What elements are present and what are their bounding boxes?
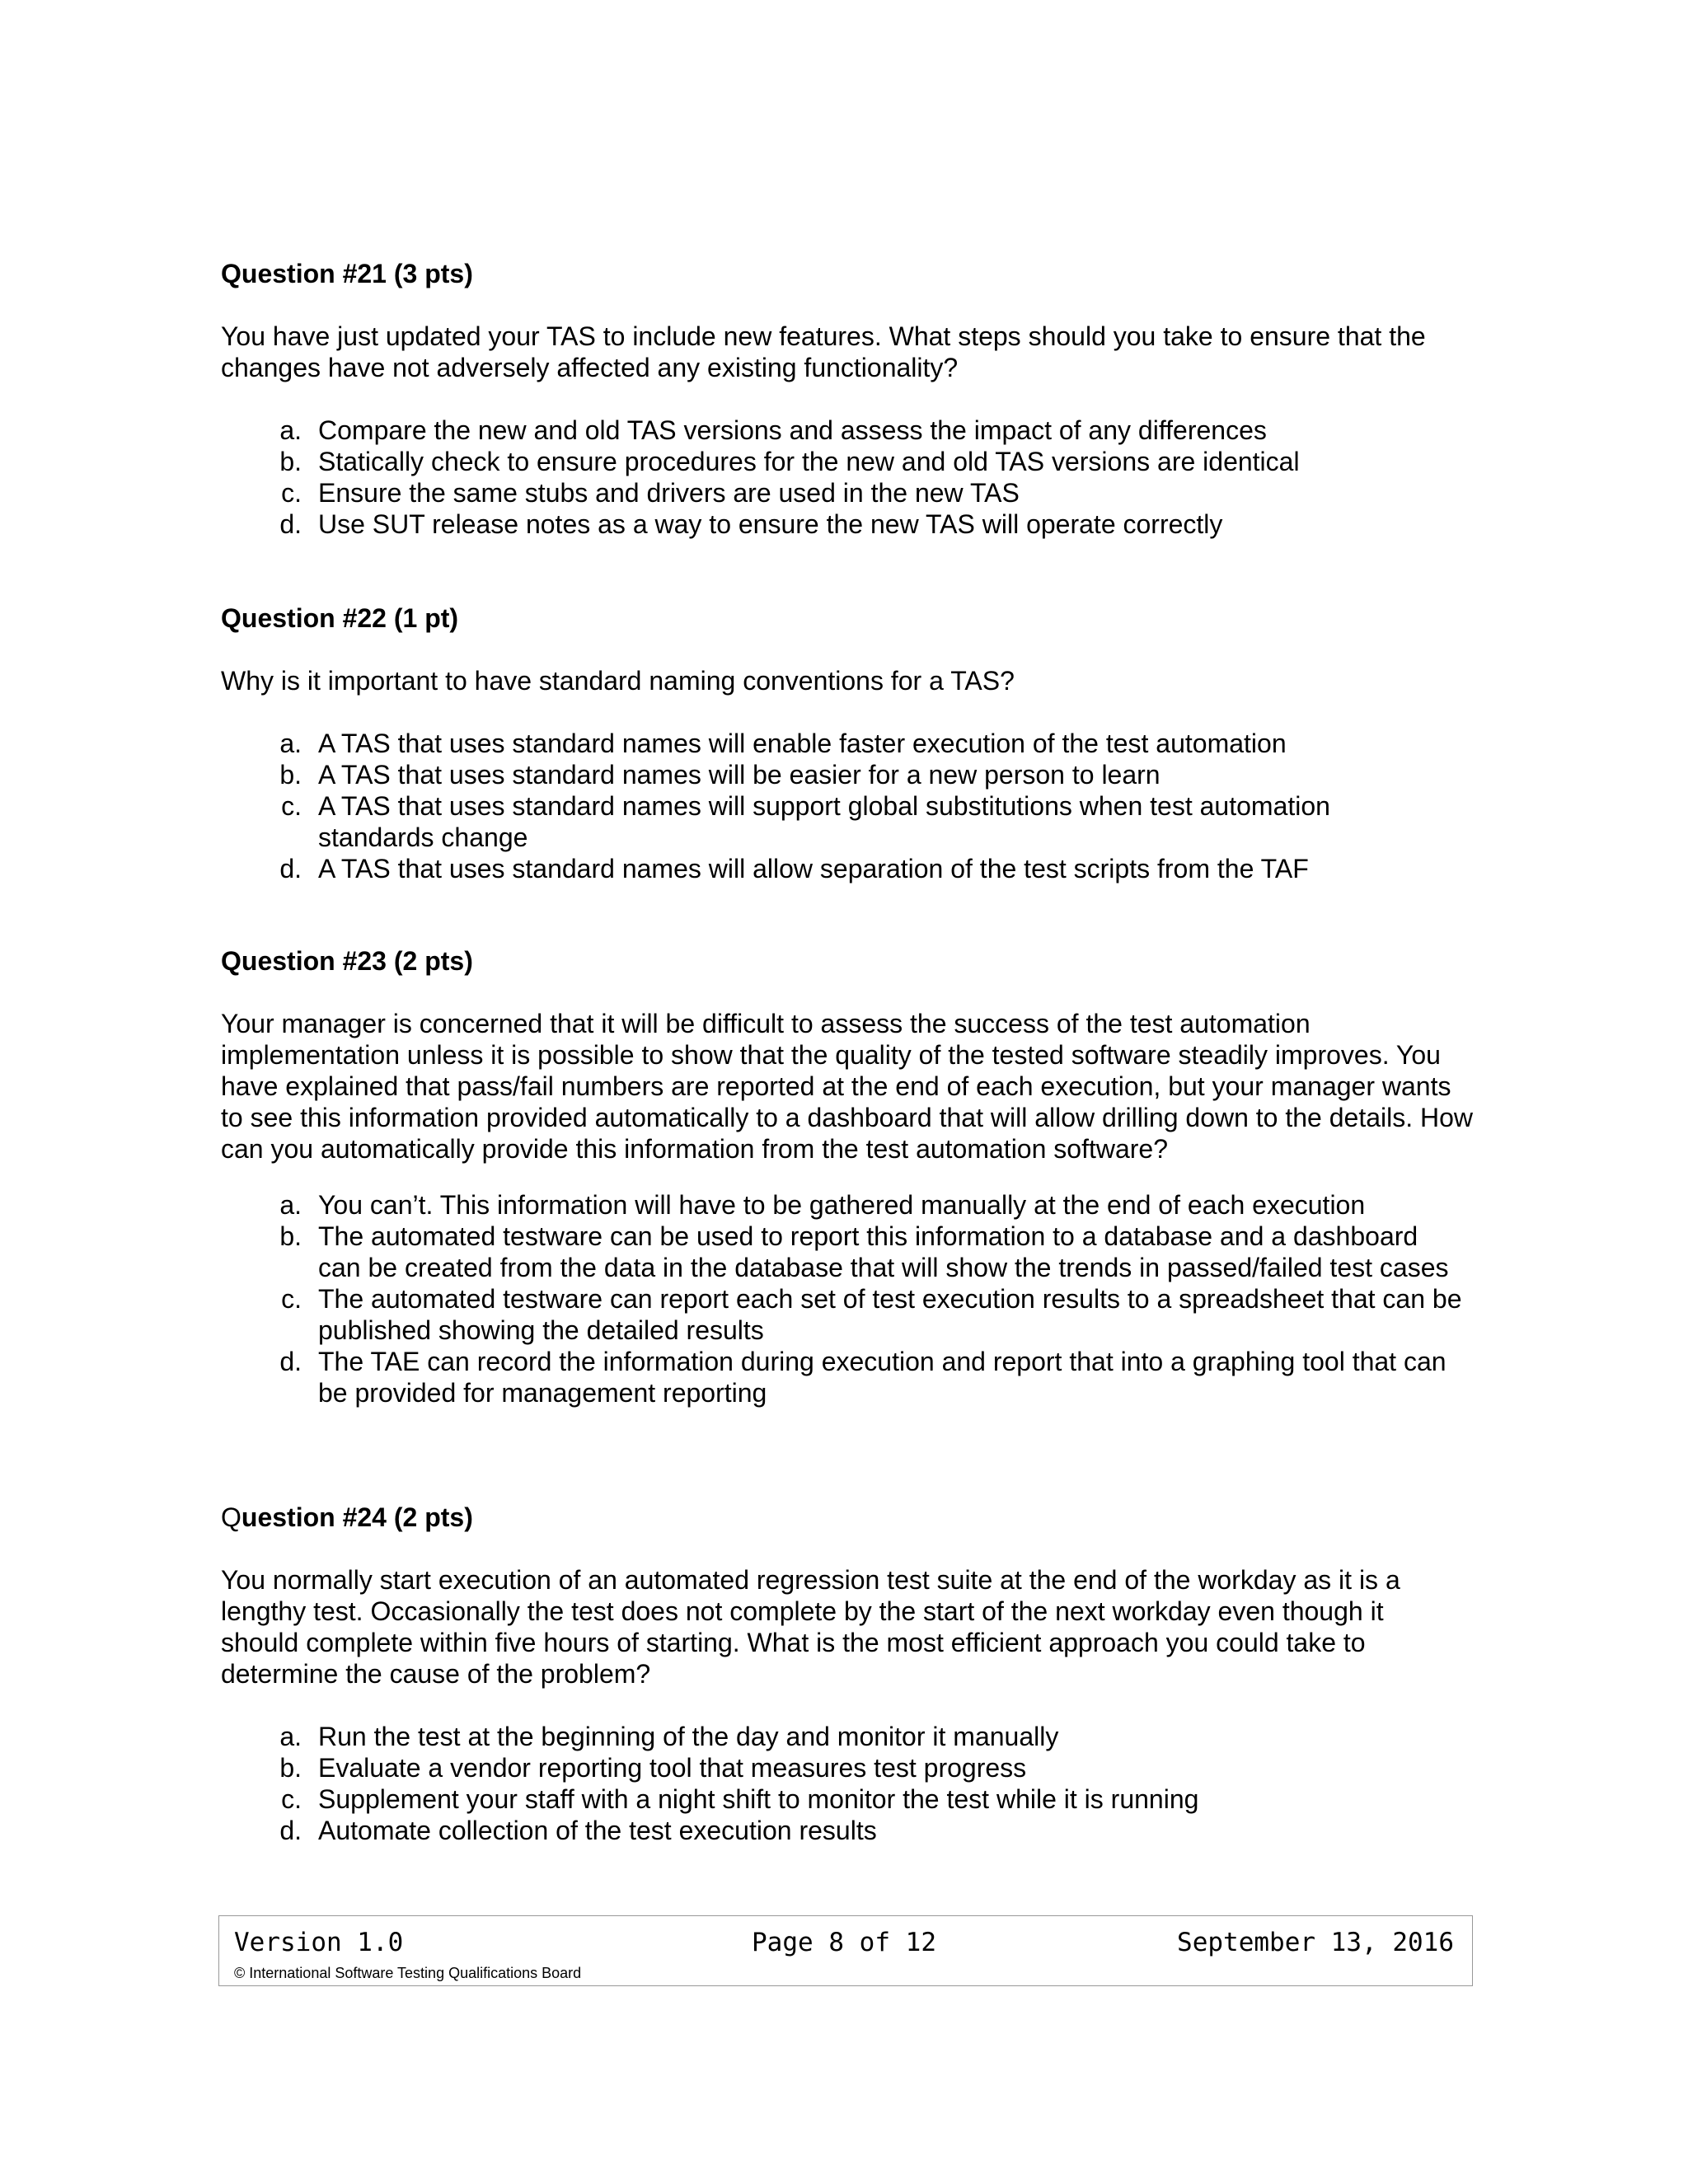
option-text: Use SUT release notes as a way to ensure the new TAS will operate correctly [318, 509, 1223, 539]
option-text: Supplement your staff with a night shift to monitor the test while it is running [318, 1784, 1199, 1814]
answer-option-d [221, 1346, 1474, 1408]
answer-option-a [221, 728, 1474, 759]
option-letter: c. [281, 791, 302, 821]
option-letter: d. [279, 509, 302, 539]
question-23 [221, 945, 1474, 1408]
question-title: Question #22 (1 pt) [221, 603, 459, 633]
option-text: Statically check to ensure procedures for the new and old TAS versions are identical [318, 447, 1300, 476]
answer-option-a [221, 1189, 1474, 1221]
option-letter: a. [279, 415, 302, 445]
option-letter: d. [279, 1347, 302, 1376]
answer-options [221, 415, 1474, 540]
option-letter: c. [281, 1284, 302, 1314]
option-text: A TAS that uses standard names will be easier for a new person to learn [318, 760, 1160, 790]
option-letter: a. [279, 1722, 302, 1751]
option-letter: d. [279, 854, 302, 883]
option-letter: c. [281, 1784, 302, 1814]
question-title [221, 1502, 1474, 1533]
question-stem: You have just updated your TAS to include new features. What steps should you take to ensure that the changes have not adversely affected any existing functionality? [221, 321, 1426, 382]
question-title: Question #23 (2 pts) [221, 946, 473, 976]
question-stem: Why is it important to have standard naming conventions for a TAS? [221, 666, 1015, 696]
question-22 [221, 602, 1474, 884]
answer-option-b [221, 1221, 1474, 1283]
footer-copyright: © International Software Testing Qualifications Board [234, 1965, 582, 1981]
answer-option-b [221, 759, 1474, 790]
answer-option-d [221, 853, 1474, 884]
answer-option-c [221, 477, 1474, 509]
answer-option-c [221, 790, 1474, 853]
title-first-letter: Q [221, 1502, 241, 1532]
answer-options [221, 1721, 1474, 1846]
answer-option-c [221, 1283, 1474, 1346]
option-text: The automated testware can report each set of test execution results to a spreadsheet that can be published showing the detailed results [318, 1284, 1462, 1345]
option-text: A TAS that uses standard names will support global substitutions when test automation standards change [318, 791, 1330, 852]
option-text: Ensure the same stubs and drivers are used in the new TAS [318, 478, 1020, 508]
question-stem: You normally start execution of an automated regression test suite at the end of the workday as it is a lengthy test. Occasionally the test does not complete by the start of the next workday even though it should complete within five hours of starting. What is the most efficient approach you could take to determine the cause of the problem? [221, 1565, 1400, 1689]
page-footer [218, 1915, 1473, 1986]
answer-option-c [221, 1783, 1474, 1815]
document-page [221, 0, 1474, 2184]
answer-option-b [221, 446, 1474, 477]
option-text: A TAS that uses standard names will allow separation of the test scripts from the TAF [318, 854, 1309, 883]
footer-version: Version 1.0 [234, 1928, 404, 1957]
question-24 [221, 1502, 1474, 1846]
option-letter: b. [279, 1753, 302, 1783]
answer-option-d [221, 509, 1474, 540]
answer-option-b [221, 1752, 1474, 1783]
question-title: Question #21 (3 pts) [221, 259, 473, 288]
answer-options [221, 1189, 1474, 1408]
option-text: You can’t. This information will have to be gathered manually at the end of each execution [318, 1190, 1366, 1220]
footer-page-number: Page 8 of 12 [752, 1928, 936, 1957]
title-rest: uestion #24 (2 pts) [241, 1502, 473, 1532]
option-letter: a. [279, 729, 302, 758]
footer-row [234, 1926, 1454, 1959]
option-text: Automate collection of the test execution results [318, 1816, 877, 1845]
answer-option-a [221, 415, 1474, 446]
answer-option-a [221, 1721, 1474, 1752]
option-text: The automated testware can be used to report this information to a database and a dashboard can be created from the data in the database that will show the trends in passed/failed test cases [318, 1221, 1449, 1282]
footer-date: September 13, 2016 [1177, 1928, 1454, 1957]
option-text: Compare the new and old TAS versions and assess the impact of any differences [318, 415, 1267, 445]
option-text: Run the test at the beginning of the day and monitor it manually [318, 1722, 1059, 1751]
option-text: Evaluate a vendor reporting tool that measures test progress [318, 1753, 1027, 1783]
answer-option-d [221, 1815, 1474, 1846]
option-letter: b. [279, 760, 302, 790]
question-21 [221, 258, 1474, 540]
answer-options [221, 728, 1474, 884]
option-letter: c. [281, 478, 302, 508]
question-stem: Your manager is concerned that it will be difficult to assess the success of the test automation implementation unless it is possible to show that the quality of the tested software steadily improves. You have explained that pass/fail numbers are reported at the end of each execution, but your manager wants to see this information provided automatically to a dashboard that will allow drilling down to the details. How can you automatically provide this information from the test automation software? [221, 1009, 1474, 1164]
option-text: The TAE can record the information during execution and report that into a graphing tool that can be provided for management reporting [318, 1347, 1447, 1408]
option-letter: a. [279, 1190, 302, 1220]
option-text: A TAS that uses standard names will enable faster execution of the test automation [318, 729, 1287, 758]
option-letter: b. [279, 1221, 302, 1251]
option-letter: b. [279, 447, 302, 476]
option-letter: d. [279, 1816, 302, 1845]
